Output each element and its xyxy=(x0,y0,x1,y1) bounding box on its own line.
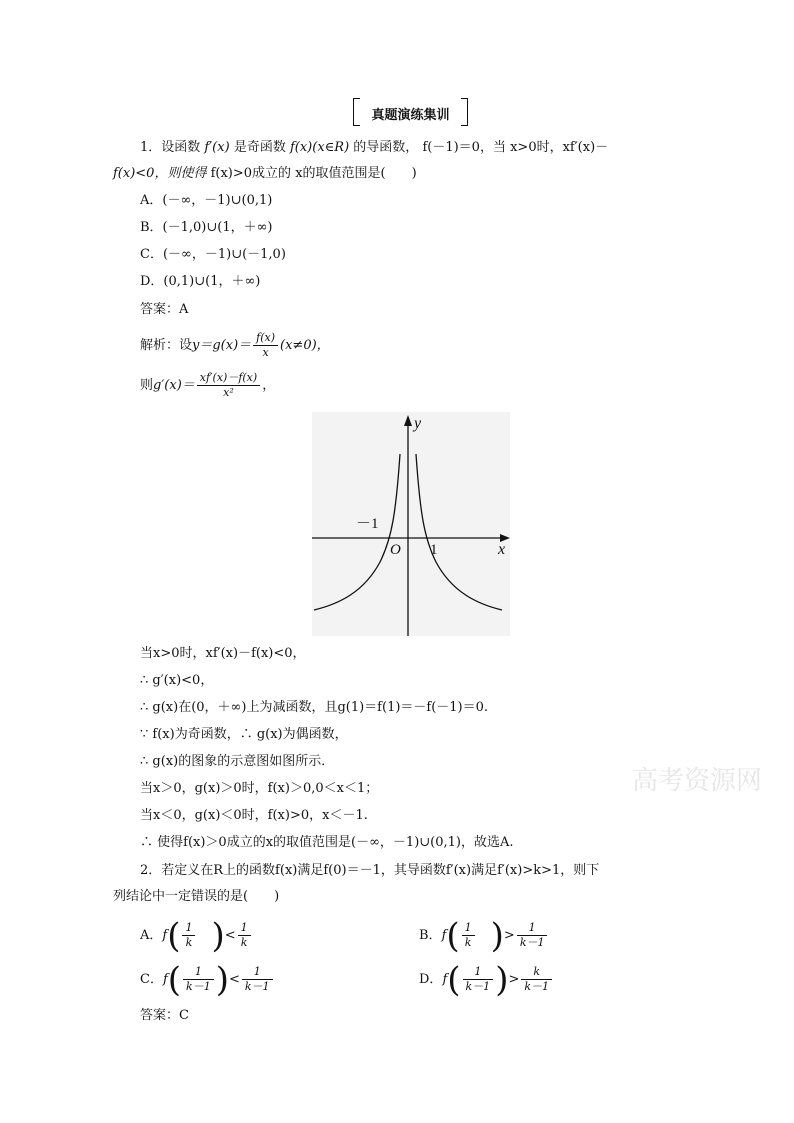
q1-option-b: B．(－1,0)∪(1，＋∞) xyxy=(140,220,273,235)
q2-option-b: B．f( $\frac{1}{k}$ )> $\frac{1}{k-1}$ xyxy=(419,916,549,956)
q1-step-8: ∴ 使得f(x)＞0成立的x的取值范围是(－∞，－1)∪(0,1)，故选A. xyxy=(140,835,514,850)
q1-answer: 答案：A xyxy=(140,302,189,317)
fraction: $\frac{xf'(x)-f(x)}{\text{x²}}$ xyxy=(197,371,260,400)
q2-option-c: C．f( $\frac{1}{k-1}$ )< $\frac{1}{k-1}$ xyxy=(140,960,275,1000)
q2-stem-line2: 列结论中一定错误的是( ) xyxy=(113,889,280,904)
section-title xyxy=(353,98,468,126)
q2-option-d: D．f( $\frac{1}{k-1}$ )> $\frac{k}{k-1}$ xyxy=(419,960,554,1000)
section-title-text: 真题演练集训 xyxy=(371,108,450,123)
q1-step-1: 当x>0时，xf′(x)－f(x)<0， xyxy=(140,646,306,661)
tick-label-one: 1 xyxy=(430,542,438,558)
fraction: $\frac{f(x)}{x}$ xyxy=(253,331,278,360)
q1-step-5: ∴ g(x)的图象的示意图如图所示． xyxy=(140,754,335,769)
q1-option-d: D．(0,1)∪(1，＋∞) xyxy=(140,274,261,289)
y-axis-label: y xyxy=(414,415,422,432)
q1-step-6: 当x＞0，g(x)＞0时，f(x)＞0,0＜x＜1； xyxy=(140,781,379,796)
q1-step-7: 当x＜0，g(x)＜0时，f(x)>0，x＜－1. xyxy=(140,808,368,823)
q2-stem-line1: 2．若定义在R上的函数f(x)满足f(0)＝－1，其导函数f′(x)满足f′(x)>k>1，则下 xyxy=(140,863,600,878)
q2-answer: 答案：C xyxy=(140,1008,189,1023)
q1-option-c: C．(－∞，－1)∪(－1,0) xyxy=(140,247,286,262)
q1-option-a: A．(－∞，－1)∪(0,1) xyxy=(140,193,273,208)
title-right-bracket xyxy=(461,98,468,126)
q1-step-4: ∵ f(x)为奇函数，∴ g(x)为偶函数， xyxy=(140,727,348,742)
q1-stem-line1: 1．设函数 f′(x) 是奇函数 f(x)(x∈R) 的导函数， f(－1)＝0，当 x>0时，xf′(x)－ xyxy=(140,140,609,155)
watermark: 高考资源网 xyxy=(632,766,763,796)
q1-stem-line2: f(x)<0，则使得 f(x)>0成立的 x的取值范围是( ) xyxy=(113,166,417,181)
q1-solution-line1: 解析：设y＝g(x)＝ $\frac{f(x)}{x}$ (x≠0)， xyxy=(140,331,330,359)
function-graph xyxy=(312,412,510,636)
q1-solution-line2: 则g′(x)＝ $\frac{xf'(x)-f(x)}{\text{x²}}$ ， xyxy=(140,371,276,399)
x-axis-label: x xyxy=(498,541,506,558)
origin-label: O xyxy=(390,542,401,558)
q1-step-3: ∴ g(x)在(0，＋∞)上为减函数，且g(1)＝f(1)＝－f(－1)＝0. xyxy=(140,700,489,715)
q2-option-a: A．f( $\frac{1}{k}$ )< $\frac{1}{k}$ xyxy=(140,916,253,956)
q1-step-2: ∴ g′(x)<0， xyxy=(140,673,214,688)
tick-label-neg-one: －1 xyxy=(356,516,379,532)
